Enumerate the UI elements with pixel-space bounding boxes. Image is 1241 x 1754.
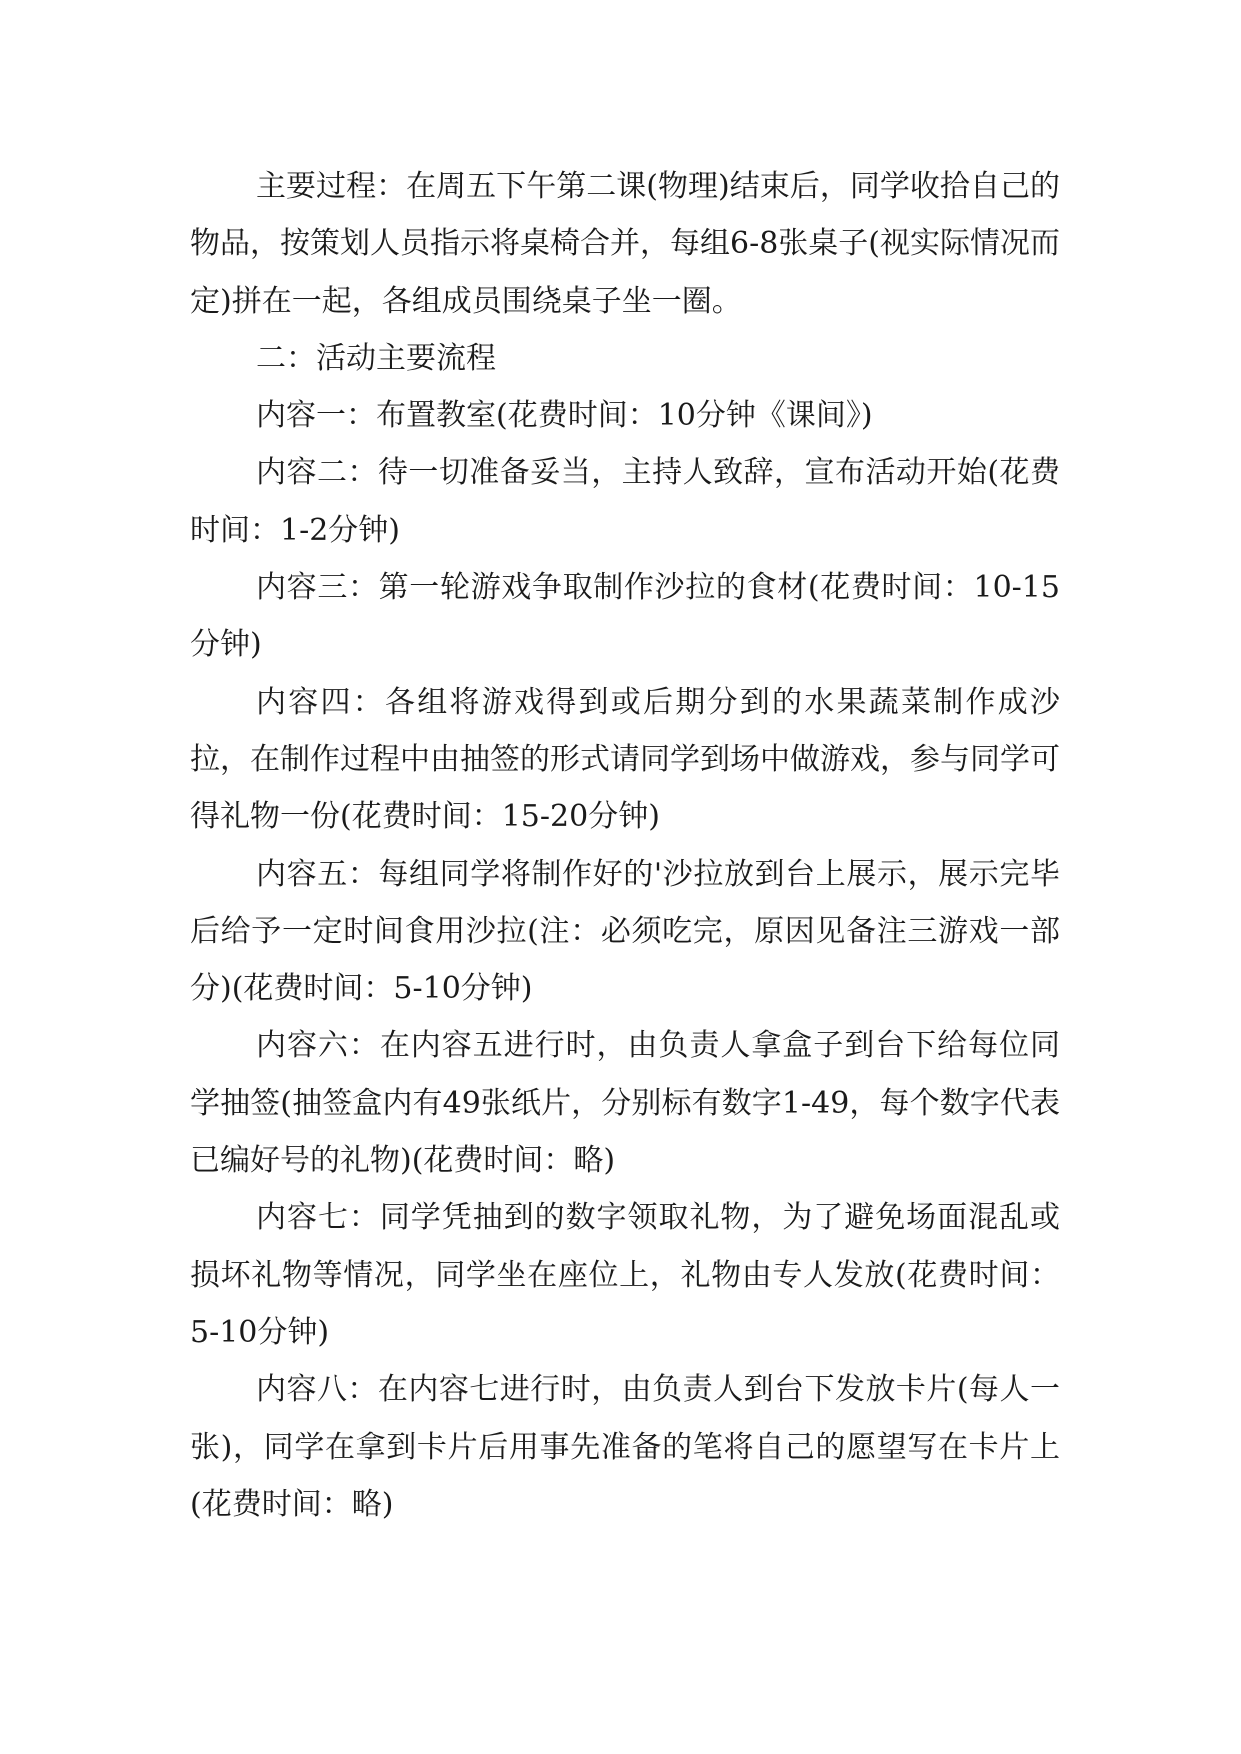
paragraph-content-3: 内容三：第一轮游戏争取制作沙拉的食材(花费时间：10-15分钟) bbox=[190, 570, 1060, 663]
paragraph-content-8: 内容八：在内容七进行时，由负责人到台下发放卡片(每人一张)，同学在拿到卡片后用事先准备的笔将自己的愿望写在卡片上(花费时间：略) bbox=[190, 1372, 1060, 1522]
paragraph-content-6: 内容六：在内容五进行时，由负责人拿盒子到台下给每位同学抽签(抽签盒内有49张纸片，分别标有数字1-49，每个数字代表已编好号的礼物)(花费时间：略) bbox=[190, 1028, 1060, 1179]
paragraph-content-2: 内容二：待一切准备妥当，主持人致辞，宣布活动开始(花费时间：1-2分钟) bbox=[190, 455, 1060, 548]
paragraph-content-1: 内容一：布置教室(花费时间：10分钟《课间》) bbox=[256, 398, 873, 434]
paragraph-content-7: 内容七：同学凭抽到的数字领取礼物，为了避免场面混乱或损坏礼物等情况，同学坐在座位上，礼物由专人发放(花费时间：5-10分钟) bbox=[190, 1200, 1060, 1350]
paragraph-content-5: 内容五：每组同学将制作好的'沙拉放到台上展示，展示完毕后给予一定时间食用沙拉(注：必须吃完，原因见备注三游戏一部分)(花费时间：5-10分钟) bbox=[190, 856, 1060, 1007]
paragraph-content-4: 内容四：各组将游戏得到或后期分到的水果蔬菜制作成沙拉，在制作过程中由抽签的形式请同学到场中做游戏，参与同学可得礼物一份(花费时间：15-20分钟) bbox=[190, 684, 1060, 835]
section-heading-activity-flow: 二：活动主要流程 bbox=[256, 340, 496, 376]
paragraph-main-process: 主要过程：在周五下午第二课(物理)结束后，同学收拾自己的物品，按策划人员指示将桌椅合并，每组6-8张桌子(视实际情况而定)拼在一起，各组成员围绕桌子坐一圈。 bbox=[190, 169, 1061, 319]
document-body bbox=[190, 158, 1060, 1533]
